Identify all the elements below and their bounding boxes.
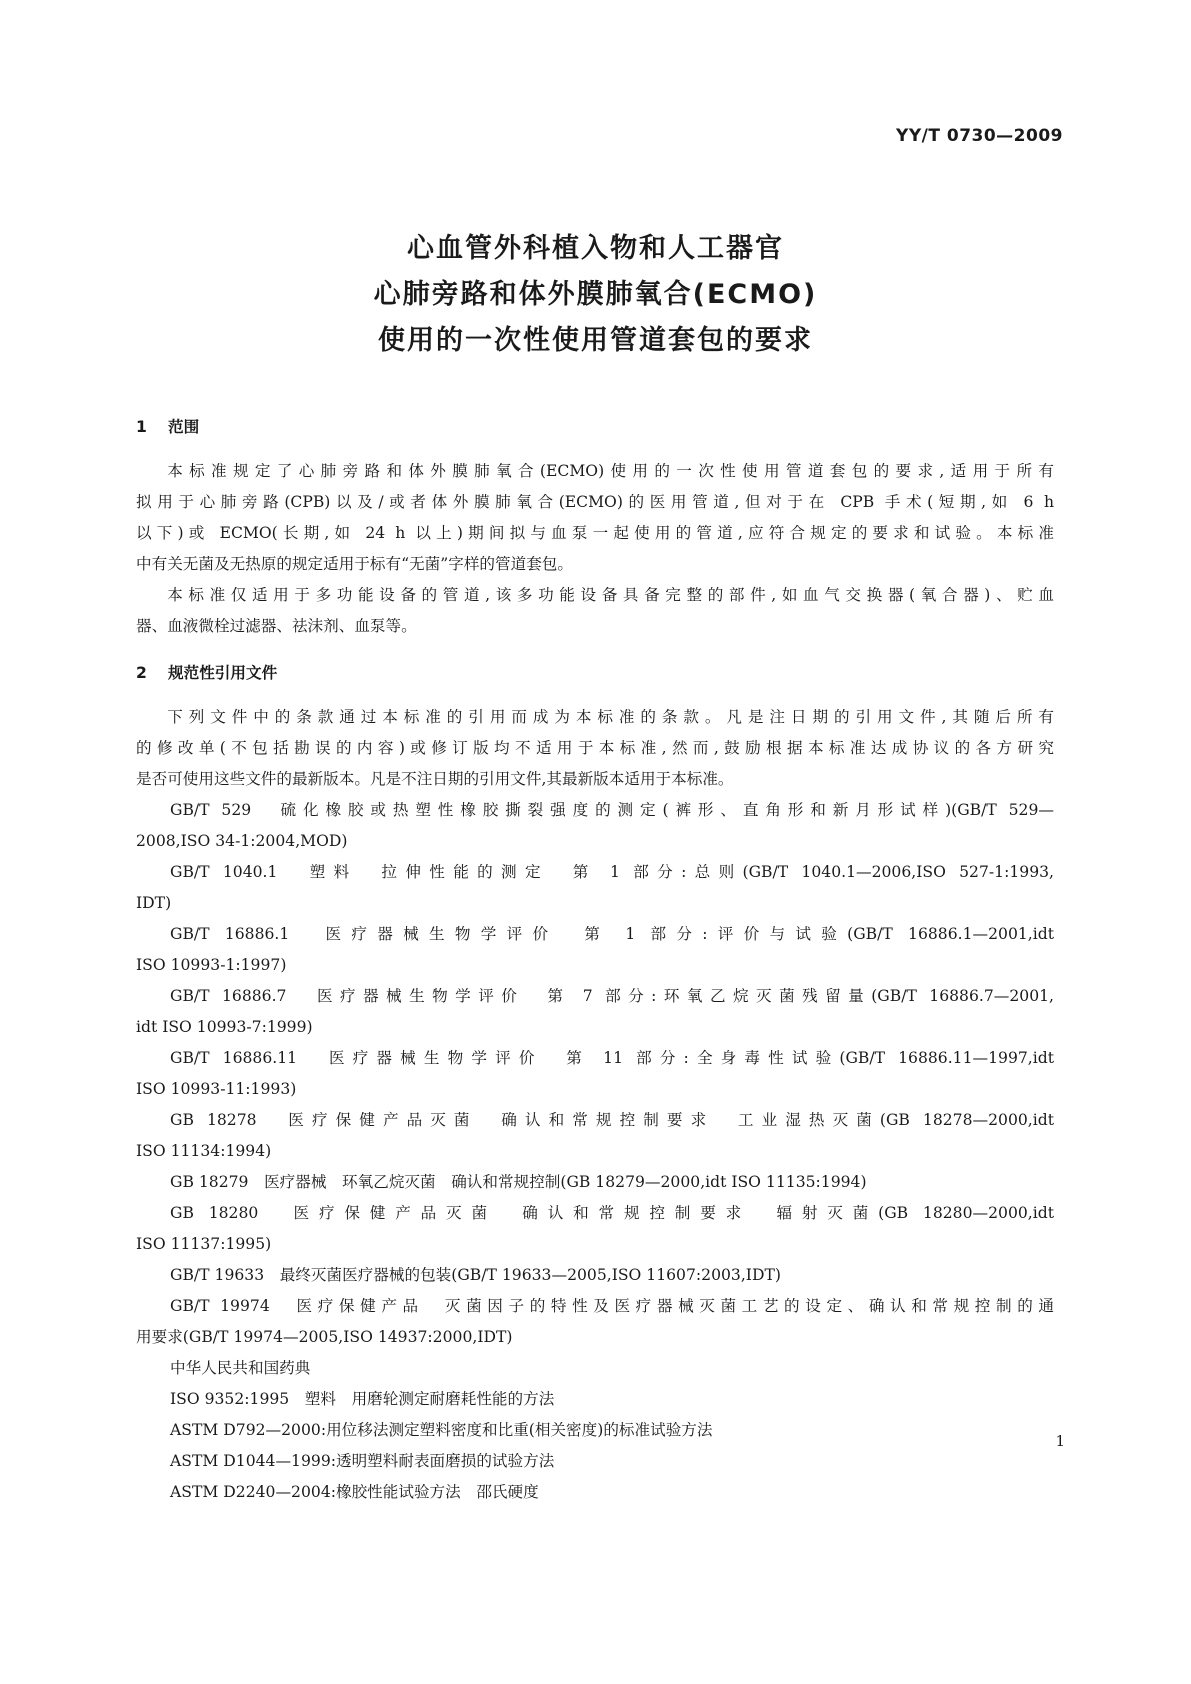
reference-line: idt ISO 10993-7:1999) [136, 1018, 313, 1036]
scope-paragraph-1 [136, 456, 1054, 580]
reference-line: 中华人民共和国药典 [170, 1359, 311, 1377]
reference-line: GB/T 1040.1 塑料 拉伸性能的测定 第 1 部分:总则(GB/T 1040.1—2006,ISO 527-1:1993, [170, 863, 1054, 881]
reference-line: GB 18278 医疗保健产品灭菌 确认和常规控制要求 工业湿热灭菌(GB 18278—2000,idt [170, 1111, 1054, 1129]
section-2-title: 规范性引用文件 [168, 664, 278, 682]
title-line-3: 使用的一次性使用管道套包的要求 [378, 325, 813, 356]
reference-item [136, 1477, 1054, 1508]
paragraph-line: 本标准规定了心肺旁路和体外膜肺氧合(ECMO)使用的一次性使用管道套包的要求,适用于所有 [167, 462, 1054, 480]
reference-line: GB/T 19974 医疗保健产品 灭菌因子的特性及医疗器械灭菌工艺的设定、确认和常规控制的通 [170, 1297, 1054, 1315]
reference-item [136, 1105, 1054, 1167]
reference-item [136, 1167, 1054, 1198]
reference-line: ISO 10993-1:1997) [136, 956, 287, 974]
reference-item [136, 981, 1054, 1043]
reference-line: GB/T 529 硫化橡胶或热塑性橡胶撕裂强度的测定(裤形、直角形和新月形试样)(GB/T 529— [170, 801, 1054, 819]
section-1-title: 范围 [168, 418, 200, 436]
reference-item [136, 1260, 1054, 1291]
reference-item [136, 1291, 1054, 1353]
title-line-2: 心肺旁路和体外膜肺氧合(ECMO) [373, 279, 818, 310]
reference-line: ASTM D2240—2004:橡胶性能试验方法 邵氏硬度 [170, 1483, 539, 1501]
reference-line: ISO 10993-11:1993) [136, 1080, 297, 1098]
paragraph-line: 下列文件中的条款通过本标准的引用而成为本标准的条款。凡是注日期的引用文件,其随后所有 [167, 708, 1054, 726]
reference-item [136, 857, 1054, 919]
reference-item [136, 1353, 1054, 1384]
paragraph-line: 本标准仅适用于多功能设备的管道,该多功能设备具备完整的部件,如血气交换器(氧合器)、贮血 [167, 586, 1054, 604]
reference-line: 用要求(GB/T 19974—2005,ISO 14937:2000,IDT) [136, 1328, 513, 1346]
reference-line: GB/T 19633 最终灭菌医疗器械的包装(GB/T 19633—2005,ISO 11607:2003,IDT) [170, 1266, 781, 1284]
reference-item [136, 919, 1054, 981]
reference-item [136, 1198, 1054, 1260]
reference-item [136, 1446, 1054, 1477]
title-line-1: 心血管外科植入物和人工器官 [407, 233, 784, 264]
reference-item [136, 1415, 1054, 1446]
standard-number: YY/T 0730—2009 [896, 126, 1063, 146]
reference-line: ASTM D792—2000:用位移法测定塑料密度和比重(相关密度)的标准试验方法 [170, 1421, 713, 1439]
paragraph-line: 中有关无菌及无热原的规定适用于标有“无菌”字样的管道套包。 [136, 555, 573, 573]
references-intro-paragraph [136, 702, 1054, 795]
reference-line: GB 18280 医疗保健产品灭菌 确认和常规控制要求 辐射灭菌(GB 18280—2000,idt [170, 1204, 1054, 1222]
reference-line: ISO 11137:1995) [136, 1235, 272, 1253]
reference-item [136, 1384, 1054, 1415]
reference-list [136, 795, 1054, 1508]
section-2-heading [136, 658, 1054, 688]
reference-line: GB/T 16886.11 医疗器械生物学评价 第 11 部分:全身毒性试验(GB/T 16886.11—1997,idt [170, 1049, 1054, 1067]
scope-paragraph-2 [136, 580, 1054, 642]
section-1-number: 1 [136, 418, 147, 436]
paragraph-line: 的修改单(不包括勘误的内容)或修订版均不适用于本标准,然而,鼓励根据本标准达成协议的各方研究 [136, 739, 1054, 757]
section-1-heading [136, 412, 1054, 442]
reference-line: 2008,ISO 34-1:2004,MOD) [136, 832, 348, 850]
reference-item [136, 795, 1054, 857]
section-2-number: 2 [136, 664, 147, 682]
paragraph-line: 器、血液微栓过滤器、祛沫剂、血泵等。 [136, 617, 417, 635]
reference-line: GB 18279 医疗器械 环氧乙烷灭菌 确认和常规控制(GB 18279—2000,idt ISO 11135:1994) [170, 1173, 867, 1191]
paragraph-line: 以下)或 ECMO(长期,如 24 h 以上)期间拟与血泵一起使用的管道,应符合规定的要求和试验。本标准 [136, 524, 1054, 542]
reference-line: IDT) [136, 894, 172, 912]
reference-line: GB/T 16886.7 医疗器械生物学评价 第 7 部分:环氧乙烷灭菌残留量(GB/T 16886.7—2001, [170, 987, 1054, 1005]
paragraph-line: 是否可使用这些文件的最新版本。凡是不注日期的引用文件,其最新版本适用于本标准。 [136, 770, 734, 788]
page-number: 1 [1055, 1432, 1065, 1450]
reference-item [136, 1043, 1054, 1105]
paragraph-line: 拟用于心肺旁路(CPB)以及/或者体外膜肺氧合(ECMO)的医用管道,但对于在 CPB 手术(短期,如 6 h [136, 493, 1054, 511]
reference-line: ISO 11134:1994) [136, 1142, 272, 1160]
reference-line: GB/T 16886.1 医疗器械生物学评价 第 1 部分:评价与试验(GB/T 16886.1—2001,idt [170, 925, 1054, 943]
reference-line: ASTM D1044—1999:透明塑料耐表面磨损的试验方法 [170, 1452, 555, 1470]
document-body [136, 412, 1054, 1508]
reference-line: ISO 9352:1995 塑料 用磨轮测定耐磨耗性能的方法 [170, 1390, 555, 1408]
document-title [0, 226, 1191, 364]
